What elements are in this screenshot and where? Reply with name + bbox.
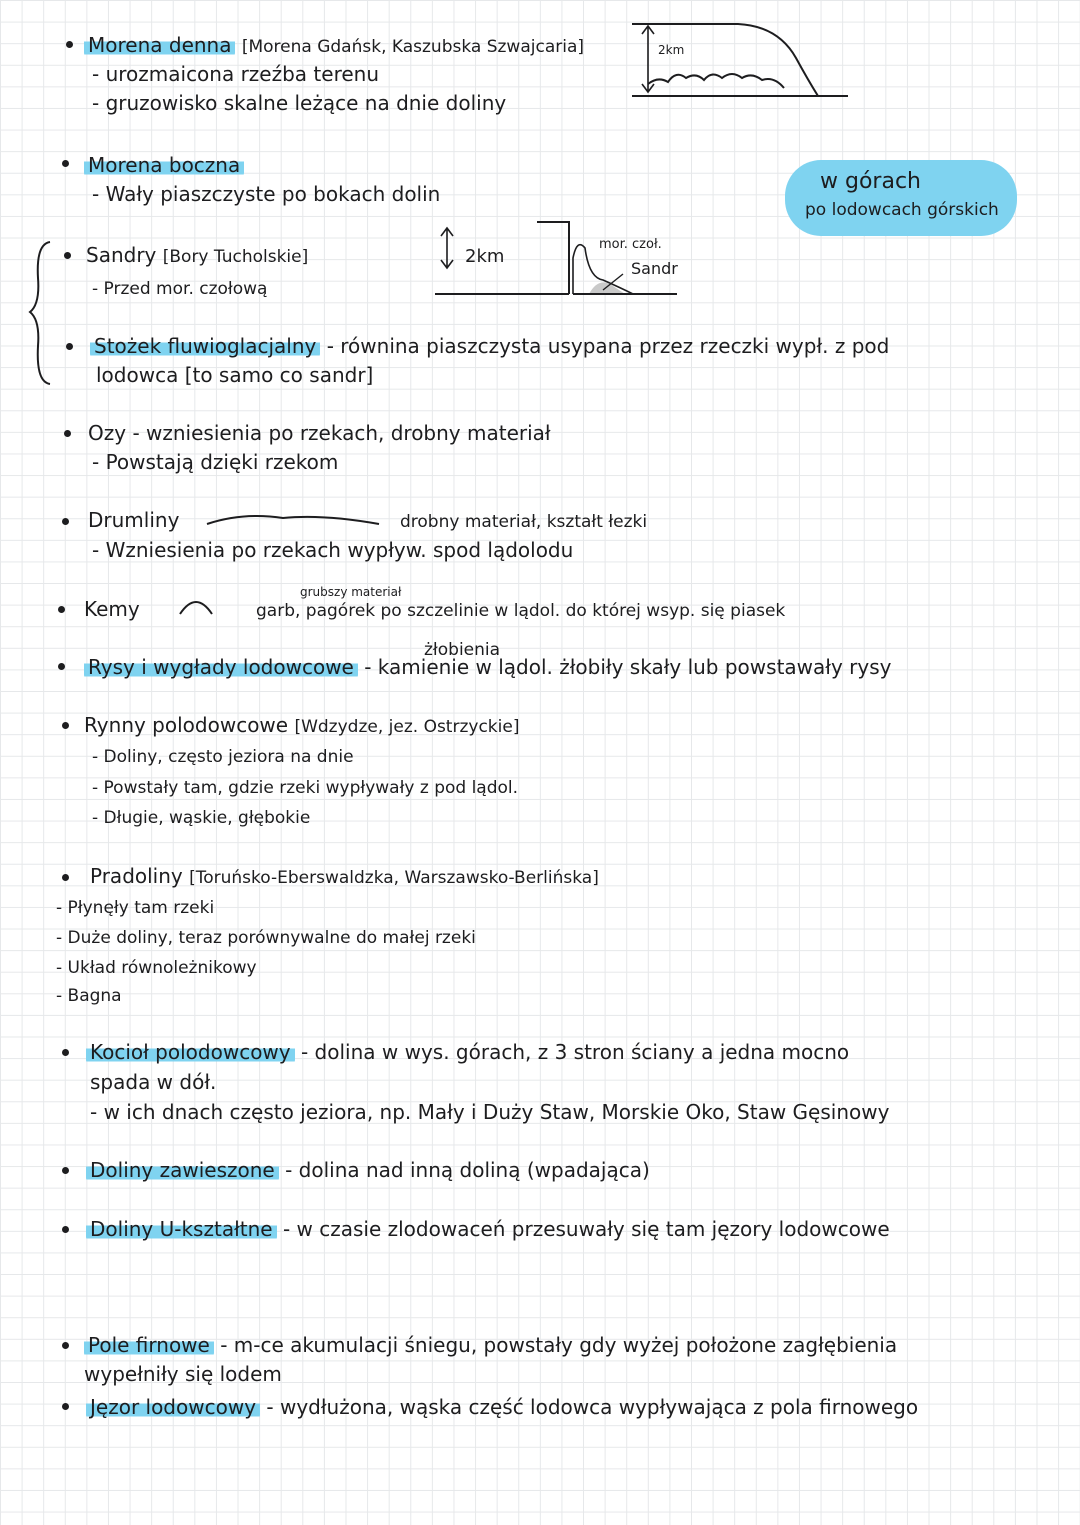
pradoliny-line3: - Układ równoleżnikowy (56, 958, 257, 978)
rysy-title: Rysy i wygłady lodowcowe (84, 655, 358, 679)
jezor-rest: - wydłużona, wąska część lodowca wypływająca z pola firnowego (266, 1395, 919, 1419)
bullet (58, 663, 65, 670)
bullet (62, 1342, 69, 1349)
bullet (64, 252, 71, 259)
ozy-rest: - wzniesienia po rzekach, drobny materiał (132, 421, 551, 445)
bullet (62, 874, 69, 881)
morena-denna-line1: - urozmaicona rzeźba terenu (92, 62, 380, 86)
pole-title: Pole firnowe (84, 1333, 214, 1357)
stozek-title: Stożek fluwioglacjalny (90, 334, 320, 358)
rysy-note: żłobienia (424, 640, 501, 660)
kemy-rest: garb, pagórek po szczelinie w lądol. do której wsyp. się piasek (256, 601, 786, 621)
drumliny-line1: - Wzniesienia po rzekach wypływ. spod lądolodu (92, 538, 574, 562)
drumliny-title: Drumliny (88, 508, 180, 532)
ukształtne-title: Doliny U-kształtne (86, 1217, 277, 1241)
kociol-line3: - w ich dnach często jeziora, np. Mały i Duży Staw, Morskie Oko, Staw Gęsinowy (90, 1100, 890, 1124)
bullet (62, 1226, 69, 1233)
jezor-title: Jęzor lodowcowy (86, 1395, 260, 1419)
bullet (62, 1049, 69, 1056)
zawieszone-title: Doliny zawieszone (86, 1158, 279, 1182)
kociol-title: Kocioł polodowcowy (86, 1040, 295, 1064)
sandry-title: Sandry (86, 243, 157, 267)
bullet (62, 1167, 69, 1174)
pole-line2: wypełniły się lodem (84, 1362, 282, 1386)
sandry-places: [Bory Tucholskie] (162, 247, 309, 267)
ukształtne-rest: - w czasie zlodowaceń przesuwały się tam jęzory lodowcowe (282, 1217, 890, 1241)
morena-boczna-title: Morena boczna (84, 153, 244, 177)
bullet (64, 430, 71, 437)
drumlin-sketch (203, 512, 383, 532)
morena-denna-line2: - gruzowisko skalne leżące na dnie doliny (92, 91, 507, 115)
pradoliny-line2: - Duże doliny, teraz porównywalne do małej rzeki (56, 928, 476, 948)
sandr-sketch (433, 218, 683, 298)
zawieszone-rest: - dolina nad inną doliną (wpadająca) (285, 1158, 650, 1182)
rysy-rest: - kamienie w lądol. żłobiły skały lub powstawały rysy (364, 655, 892, 679)
moraine-sketch (628, 18, 848, 103)
pradoliny-title: Pradoliny (90, 864, 183, 888)
ozy-title: Ozy (88, 421, 127, 445)
bullet (62, 518, 69, 525)
stozek-rest: - równina piaszczysta usypana przez rzeczki wypł. z pod (326, 334, 890, 358)
gory-note-line2: po lodowcach górskich (805, 200, 999, 220)
pradoliny-places: [Toruńsko-Eberswaldzka, Warszawsko-Berlińska] (189, 868, 599, 888)
stozek-line2: lodowca [to samo co sandr] (96, 363, 374, 387)
pradoliny-line1: - Płynęły tam rzeki (56, 898, 215, 918)
gory-note-line1: w górach (820, 169, 921, 194)
morena-denna-places: [Morena Gdańsk, Kaszubska Szwajcaria] (241, 37, 585, 57)
moraine-sketch-label: 2km (658, 43, 685, 57)
group-brace (26, 238, 54, 388)
kemy-note: grubszy materiał (300, 585, 402, 599)
bullet (62, 160, 69, 167)
sandry-line1: - Przed mor. czołową (92, 279, 268, 299)
rynny-places: [Wdzydze, jez. Ostrzyckie] (294, 717, 520, 737)
kociol-rest: - dolina w wys. górach, z 3 stron ściany a jedna mocno (300, 1040, 850, 1064)
sandr-sketch-label: 2km (465, 246, 505, 267)
morena-denna-title: Morena denna (84, 33, 235, 57)
rynny-line1: - Doliny, często jeziora na dnie (92, 747, 354, 767)
pradoliny-line4: - Bagna (56, 986, 122, 1006)
morena-boczna-line1: - Wały piaszczyste po bokach dolin (92, 182, 441, 206)
drumliny-rest: drobny materiał, kształt łezki (400, 512, 648, 532)
kemy-title: Kemy (84, 597, 140, 621)
rynny-line3: - Długie, wąskie, głębokie (92, 808, 311, 828)
sandry-line (86, 243, 308, 269)
morena-denna-line (84, 33, 584, 59)
sandr-sketch-sandr: Sandr (631, 259, 678, 278)
rynny-title: Rynny polodowcowe (84, 713, 289, 737)
bullet (62, 722, 69, 729)
pole-rest: - m-ce akumulacji śniegu, powstały gdy wyżej położone zagłębienia (220, 1333, 898, 1357)
rynny-line2: - Powstały tam, gdzie rzeki wypływały z pod lądol. (92, 778, 519, 798)
bullet (66, 41, 73, 48)
ozy-line1: - Powstają dzięki rzekom (92, 450, 339, 474)
bullet (62, 1403, 69, 1410)
kociol-line2: spada w dół. (90, 1070, 217, 1094)
sandr-sketch-mor: mor. czoł. (599, 237, 662, 252)
kem-sketch (176, 596, 216, 616)
bullet (66, 343, 73, 350)
bullet (58, 606, 65, 613)
